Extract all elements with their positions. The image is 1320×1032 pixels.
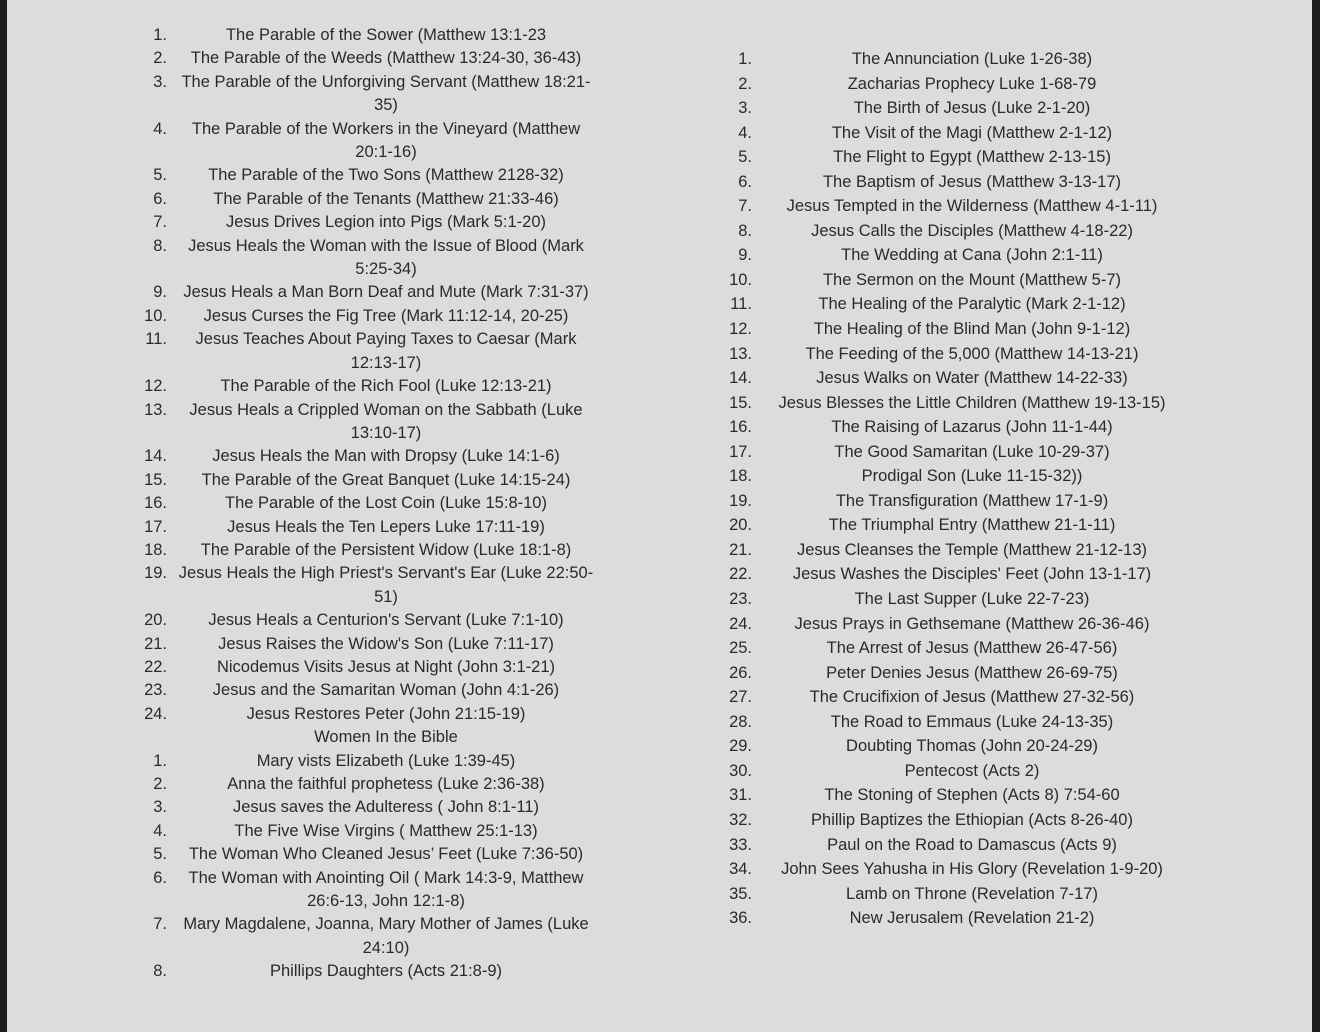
item-text: Jesus Cleanses the Temple (Matthew 21-12-13) [796,540,1148,559]
item-number: 15. [729,393,752,412]
item-text: Jesus Tempted in the Wilderness (Matthew 4-1-11) [786,197,1158,216]
item-number: 5. [153,845,167,864]
item-text: Paul on the Road to Damascus (Acts 9) [827,835,1117,854]
item-text: The Parable of the Great Banquet (Luke 14:15-24) [201,470,571,489]
item-text: The Five Wise Virgins ( Matthew 25:1-13) [234,821,538,840]
list-item [717,391,1197,416]
item-number: 12. [729,320,752,339]
list-item [717,243,1197,268]
item-text: Jesus Heals the Man with Dropsy (Luke 14:1-6) [212,447,560,466]
list-item [135,516,615,539]
list-item [717,292,1197,317]
list-item [135,773,615,796]
item-number: 11. [145,330,167,349]
item-text: Jesus Heals the Woman with the Issue of Blood (Mark 5:25-34) [188,236,584,279]
list-item [135,188,615,211]
list-item [717,415,1197,440]
list-item [135,913,615,960]
women-list [135,750,615,984]
item-text: The Visit of the Magi (Matthew 2-1-12) [831,123,1113,142]
item-number: 1. [153,26,167,44]
item-text: The Road to Emmaus (Luke 24-13-35) [830,712,1114,731]
item-text: The Wedding at Cana (John 2:1-11) [841,246,1103,265]
item-number: 14. [729,369,752,388]
life-of-jesus-list [717,47,1197,931]
item-text: Jesus Drives Legion into Pigs (Mark 5:1-20) [225,213,547,232]
item-number: 13. [729,344,752,363]
item-number: 27. [729,688,752,707]
list-item [717,636,1197,661]
item-text: The Crucifixion of Jesus (Matthew 27-32-56) [809,688,1135,707]
item-number: 6. [153,189,167,208]
list-item [135,211,615,234]
item-number: 14. [144,447,167,466]
item-number: 3. [153,798,167,817]
item-number: 17. [729,442,752,461]
list-item [717,366,1197,391]
item-text: Anna the faithful prophetess (Luke 2:36-38) [227,775,545,793]
item-text: Jesus Restores Peter (John 21:15-19) [246,704,526,723]
item-number: 4. [153,119,167,138]
right-column [717,47,1197,931]
list-item [717,783,1197,808]
list-item [717,513,1197,538]
item-number: 30. [729,761,752,780]
item-number: 12. [144,377,167,396]
item-text: Jesus Heals a Centurion's Servant (Luke 7:1-10) [208,611,564,630]
item-text: The Parable of the Lost Coin (Luke 15:8-10) [225,494,547,513]
item-number: 22. [144,657,167,676]
item-number: 10. [729,270,752,289]
item-number: 9. [738,246,752,265]
list-item [135,539,615,562]
item-text: Phillip Baptizes the Ethiopian (Acts 8-26-40) [811,810,1133,829]
item-text: The Parable of the Persistent Widow (Luke 18:1-8) [200,540,572,559]
item-number: 16. [144,494,167,513]
list-item [135,375,615,398]
item-number: 32. [729,810,752,829]
list-item [717,857,1197,882]
list-item [717,833,1197,858]
left-column [135,24,615,984]
item-number: 23. [729,590,752,609]
item-number: 6. [738,172,752,191]
item-number: 7. [153,915,167,934]
item-number: 36. [729,909,752,928]
list-item [717,145,1197,170]
item-number: 5. [738,148,752,167]
list-item [135,960,615,983]
list-item [717,661,1197,686]
item-text: The Stoning of Stephen (Acts 8) 7:54-60 [824,786,1120,805]
list-item [135,562,615,609]
item-number: 31. [729,786,752,805]
item-text: The Woman with Anointing Oil ( Mark 14:3-9, Matthew 26:6-13, John 12:1-8) [188,868,584,911]
item-text: Zacharias Prophecy Luke 1-68-79 [847,74,1097,93]
item-number: 11. [730,295,752,314]
item-text: The Feeding of the 5,000 (Matthew 14-13-21) [805,344,1139,363]
item-number: 19. [144,564,167,583]
item-text: Jesus Washes the Disciples' Feet (John 13-1-17) [792,565,1152,584]
item-text: Phillips Daughters (Acts 21:8-9) [269,962,502,981]
item-text: Lamb on Throne (Revelation 7-17) [846,884,1098,903]
item-text: Jesus Walks on Water (Matthew 14-22-33) [816,369,1128,388]
item-number: 22. [729,565,752,584]
item-number: 21. [144,634,167,653]
item-text: John Sees Yahusha in His Glory (Revelation 1-9-20) [781,860,1163,879]
list-item [717,219,1197,244]
item-text: The Raising of Lazarus (John 11-1-44) [831,418,1113,437]
item-text: The Triumphal Entry (Matthew 21-1-11) [828,516,1116,535]
item-number: 24. [144,704,167,723]
list-item [135,633,615,656]
item-number: 34. [729,860,752,879]
item-number: 10. [144,306,167,325]
list-item [717,342,1197,367]
list-item [135,281,615,304]
item-number: 15. [144,470,167,489]
item-text: The Woman Who Cleaned Jesus’ Feet (Luke 7:36-50) [188,845,584,864]
item-text: The Birth of Jesus (Luke 2-1-20) [853,99,1091,118]
item-text: Jesus Heals the Ten Lepers Luke 17:11-19) [227,517,545,536]
list-item [135,305,615,328]
list-item [717,170,1197,195]
list-item [717,47,1197,72]
item-number: 5. [153,166,167,185]
item-text: Prodigal Son (Luke 11-15-32)) [861,467,1083,486]
item-text: The Parable of the Sower (Matthew 13:1-23 [225,26,547,44]
item-text: Jesus saves the Adulteress ( John 8:1-11) [232,798,540,817]
item-text: Jesus Heals a Man Born Deaf and Mute (Mark 7:31-37) [183,283,589,302]
item-number: 9. [153,283,167,302]
list-item [717,538,1197,563]
item-number: 8. [738,221,752,240]
item-text: Mary vists Elizabeth (Luke 1:39-45) [256,751,516,770]
document-page [7,0,1312,1032]
item-text: Jesus Blesses the Little Children (Matthew 19-13-15) [778,393,1166,412]
list-item [717,121,1197,146]
list-item [135,703,615,726]
list-item [135,492,615,515]
item-number: 2. [738,74,752,93]
list-item [135,867,615,914]
item-text: The Flight to Egypt (Matthew 2-13-15) [833,148,1111,167]
list-item [717,685,1197,710]
list-item [717,906,1197,931]
list-item [717,882,1197,907]
item-number: 16. [729,418,752,437]
item-number: 28. [729,712,752,731]
item-text: The Baptism of Jesus (Matthew 3-13-17) [822,172,1122,191]
item-number: 2. [153,49,167,68]
item-number: 23. [144,681,167,700]
item-text: Jesus and the Samaritan Woman (John 4:1-26) [212,681,560,700]
list-item [135,164,615,187]
list-item [135,118,615,165]
list-item [135,445,615,468]
item-text: Mary Magdalene, Joanna, Mary Mother of James (Luke 24:10) [183,915,589,957]
list-item [717,612,1197,637]
item-number: 24. [729,614,752,633]
list-item [135,235,615,282]
item-text: Pentecost (Acts 2) [904,761,1040,780]
women-section-heading: Women In the Bible [314,728,458,747]
item-text: The Parable of the Rich Fool (Luke 12:13-21) [220,377,552,396]
list-item [717,317,1197,342]
item-number: 25. [729,639,752,658]
list-item [135,71,615,118]
item-number: 8. [153,962,167,981]
item-text: The Parable of the Workers in the Vineyard (Matthew 20:1-16) [191,119,581,162]
item-text: The Parable of the Weeds (Matthew 13:24-30, 36-43) [190,49,582,68]
list-item [717,710,1197,735]
item-number: 17. [144,517,167,536]
parables-list [135,24,615,726]
list-item [135,796,615,819]
item-text: Jesus Curses the Fig Tree (Mark 11:12-14, 20-25) [203,306,569,325]
item-number: 8. [153,236,167,255]
item-text: The Healing of the Paralytic (Mark 2-1-12) [818,295,1126,314]
item-number: 13. [144,400,167,419]
item-text: The Arrest of Jesus (Matthew 26-47-56) [826,639,1118,658]
list-item [135,469,615,492]
item-number: 21. [729,540,752,559]
item-text: The Parable of the Unforgiving Servant (Matthew 18:21-35) [181,72,591,115]
item-text: The Good Samaritan (Luke 10-29-37) [834,442,1110,461]
item-text: The Last Supper (Luke 22-7-23) [854,590,1090,609]
item-number: 26. [729,663,752,682]
list-item [717,734,1197,759]
item-text: The Annunciation (Luke 1-26-38) [851,50,1093,68]
item-text: The Healing of the Blind Man (John 9-1-12) [813,320,1131,339]
item-number: 29. [729,737,752,756]
item-number: 35. [729,884,752,903]
list-item [717,759,1197,784]
item-text: The Parable of the Tenants (Matthew 21:33-46) [213,189,559,208]
item-number: 4. [153,821,167,840]
item-text: Jesus Raises the Widow's Son (Luke 7:11-17) [218,634,554,653]
item-text: Jesus Heals a Crippled Woman on the Sabbath (Luke 13:10-17) [189,400,583,442]
item-number: 20. [729,516,752,535]
item-number: 7. [153,213,167,232]
item-text: Nicodemus Visits Jesus at Night (John 3:1-21) [216,657,556,676]
item-text: The Sermon on the Mount (Matthew 5-7) [822,270,1122,289]
item-text: Jesus Calls the Disciples (Matthew 4-18-22) [811,221,1133,240]
list-item [717,440,1197,465]
list-item [717,72,1197,97]
item-number: 20. [144,611,167,630]
item-number: 6. [153,868,167,887]
list-item [135,609,615,632]
list-item [135,47,615,70]
list-item [717,489,1197,514]
list-item [717,194,1197,219]
list-item [717,562,1197,587]
list-item [135,843,615,866]
item-number: 1. [153,751,167,770]
list-item [135,656,615,679]
list-item [135,679,615,702]
list-item [135,750,615,773]
item-text: Jesus Prays in Gethsemane (Matthew 26-36-46) [794,614,1150,633]
item-number: 18. [729,467,752,486]
list-item [717,96,1197,121]
list-item [717,268,1197,293]
item-text: The Parable of the Two Sons (Matthew 2128-32) [208,166,564,185]
list-item [717,464,1197,489]
item-number: 3. [153,72,167,91]
item-text: New Jerusalem (Revelation 21-2) [849,909,1095,928]
list-item [135,820,615,843]
list-item [135,328,615,375]
list-item [717,587,1197,612]
item-number: 19. [729,491,752,510]
list-item [135,399,615,446]
item-number: 4. [738,123,752,142]
item-number: 2. [153,775,167,793]
item-text: The Transfiguration (Matthew 17-1-9) [835,491,1109,510]
item-number: 33. [729,835,752,854]
item-number: 1. [738,50,752,68]
item-text: Peter Denies Jesus (Matthew 26-69-75) [826,663,1118,682]
item-text: Jesus Teaches About Paying Taxes to Caesar (Mark 12:13-17) [195,330,577,372]
item-number: 3. [738,99,752,118]
item-text: Jesus Heals the High Priest's Servant's Ear (Luke 22:50-51) [178,564,594,606]
item-number: 7. [738,197,752,216]
list-item [135,24,615,47]
list-item [717,808,1197,833]
item-number: 18. [144,540,167,559]
item-text: Doubting Thomas (John 20-24-29) [846,737,1098,756]
